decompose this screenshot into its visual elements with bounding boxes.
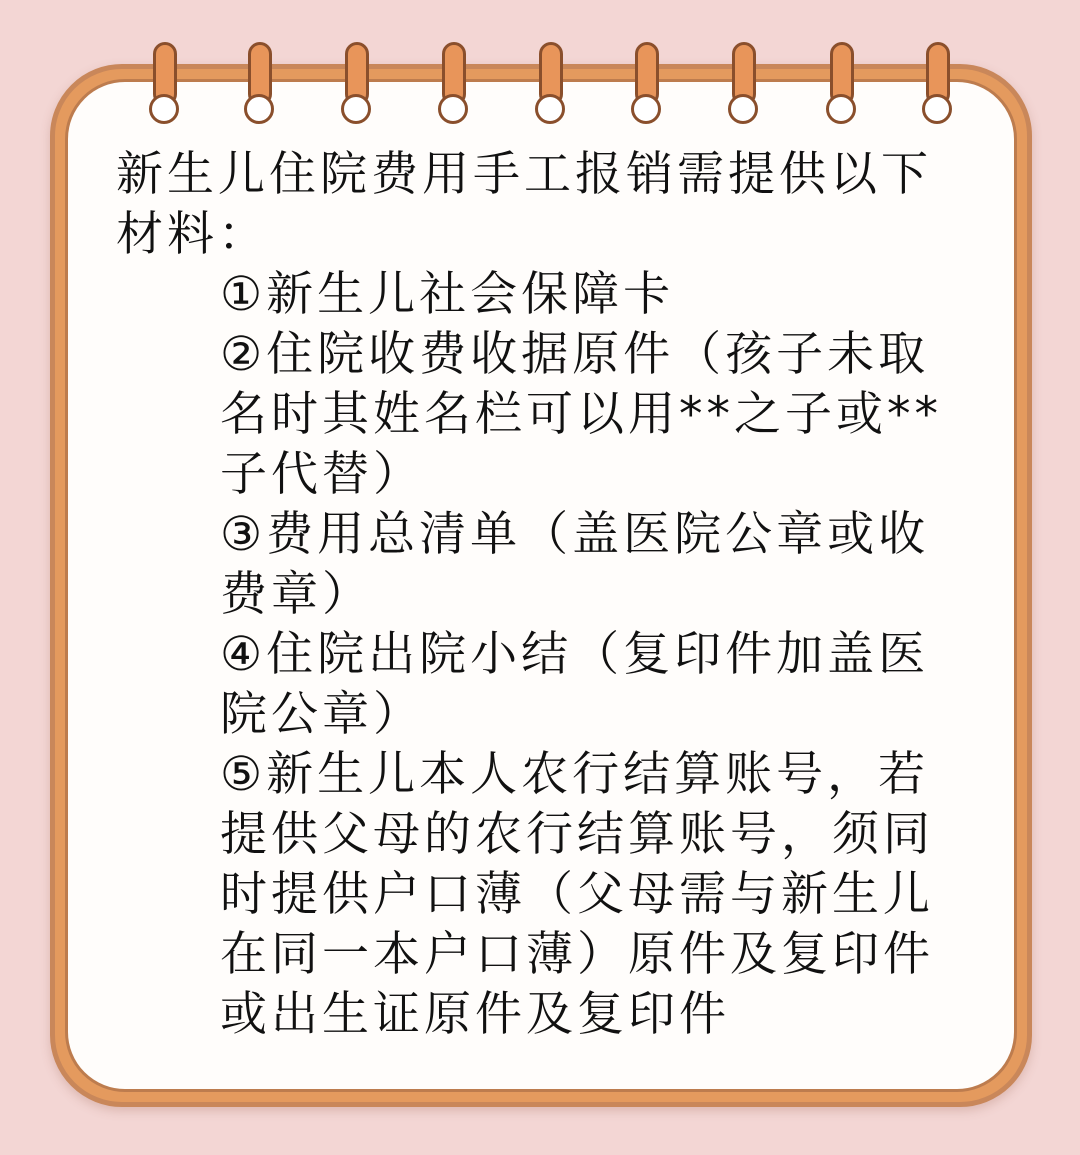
item-3: ③费用总清单（盖医院公章或收费章） <box>220 507 930 622</box>
binder-ring-icon <box>151 42 179 120</box>
binder-ring-icon <box>343 42 371 120</box>
item-2: ②住院收费收据原件（孩子未取名时其姓名栏可以用**之子或**子代替） <box>220 327 942 502</box>
binder-ring-icon <box>828 42 856 120</box>
binder-ring-icon <box>537 42 565 120</box>
heading-text: 新生儿住院费用手工报销需提供以下材料： <box>116 147 932 262</box>
binder-ring-icon <box>633 42 661 120</box>
materials-text <box>116 145 976 1045</box>
binder-ring-icon <box>440 42 468 120</box>
item-1: ①新生儿社会保障卡 <box>220 267 675 322</box>
binder-ring-icon <box>730 42 758 120</box>
binder-ring-icon <box>924 42 952 120</box>
item-5: ⑤新生儿本人农行结算账号，若提供父母的农行结算账号，须同时提供户口薄（父母需与新生儿在同一本户口薄）原件及复印件或出生证原件及复印件 <box>220 747 934 1042</box>
item-4: ④住院出院小结（复印件加盖医院公章） <box>220 627 930 742</box>
binder-ring-icon <box>246 42 274 120</box>
